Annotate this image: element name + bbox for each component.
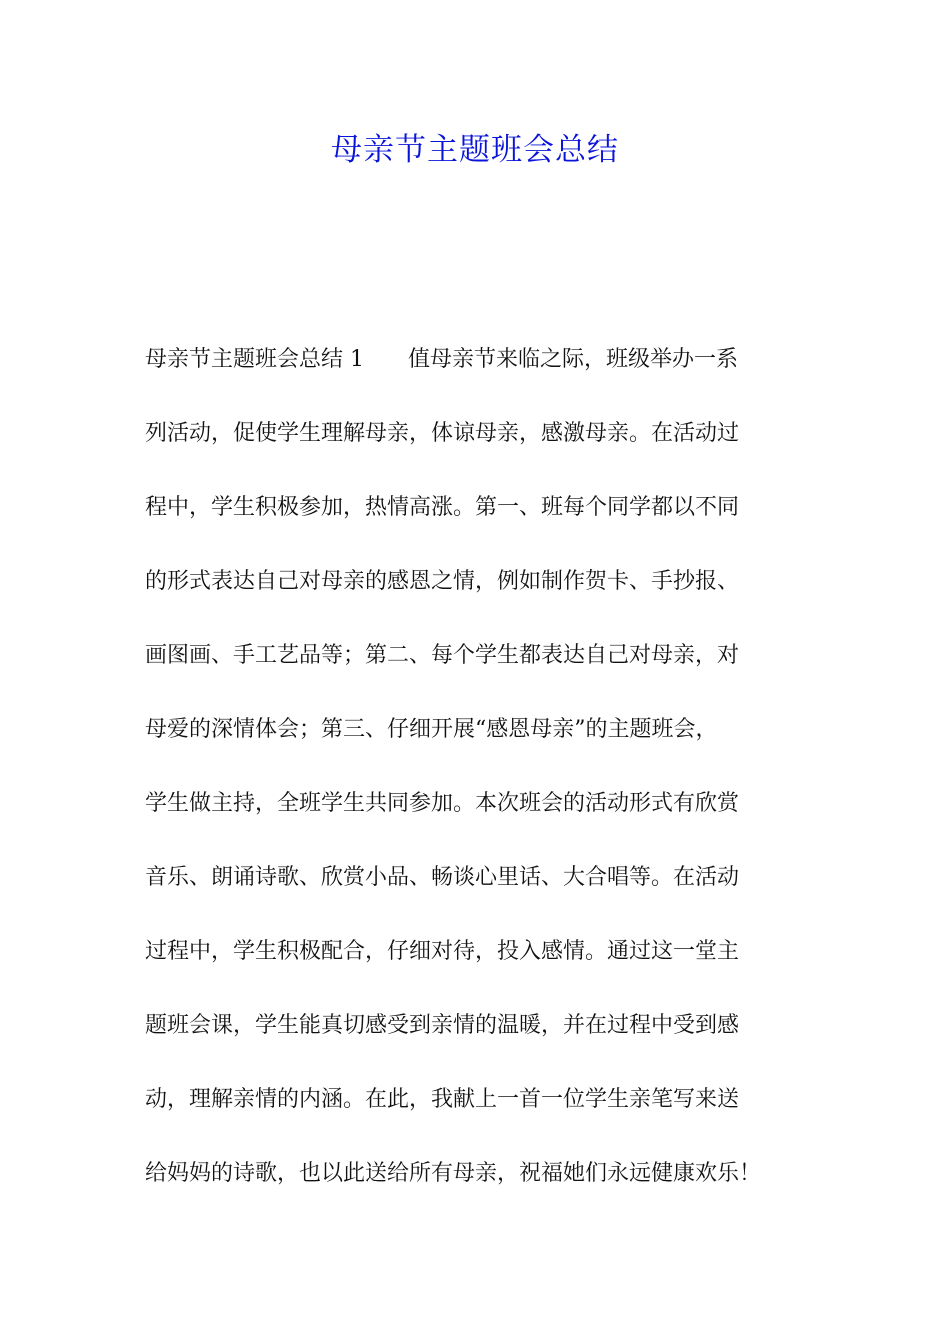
body-line-7: 学生做主持，全班学生共同参加。本次班会的活动形式有欣赏 [145,791,740,816]
body-line-12: 给妈妈的诗歌，也以此送给所有母亲，祝福她们永远健康欢乐！ [145,1161,762,1186]
body-line-6: 母爱的深情体会；第三、仔细开展“感恩母亲”的主题班会， [145,717,718,742]
body-line-5: 画图画、手工艺品等；第二、每个学生都表达自己对母亲，对 [145,643,740,668]
body-line-11: 动，理解亲情的内涵。在此，我献上一首一位学生亲笔写来送 [145,1087,740,1112]
body-line-3: 程中，学生积极参加，热情高涨。第一、班每个同学都以不同 [145,495,740,520]
document-title: 母亲节主题班会总结 [331,132,619,168]
body-line-8: 音乐、朗诵诗歌、欣赏小品、畅谈心里话、大合唱等。在活动 [145,865,740,890]
body-line-9: 过程中，学生积极配合，仔细对待，投入感情。通过这一堂主 [145,939,740,964]
body-line-1: 母亲节主题班会总结 1 值母亲节来临之际，班级举办一系 [145,347,738,372]
body-line-2: 列活动，促使学生理解母亲，体谅母亲，感激母亲。在活动过 [145,421,740,446]
body-line-4: 的形式表达自己对母亲的感恩之情，例如制作贺卡、手抄报、 [145,569,740,594]
body-line-10: 题班会课，学生能真切感受到亲情的温暖，并在过程中受到感 [145,1013,740,1038]
document-body [145,330,810,1218]
